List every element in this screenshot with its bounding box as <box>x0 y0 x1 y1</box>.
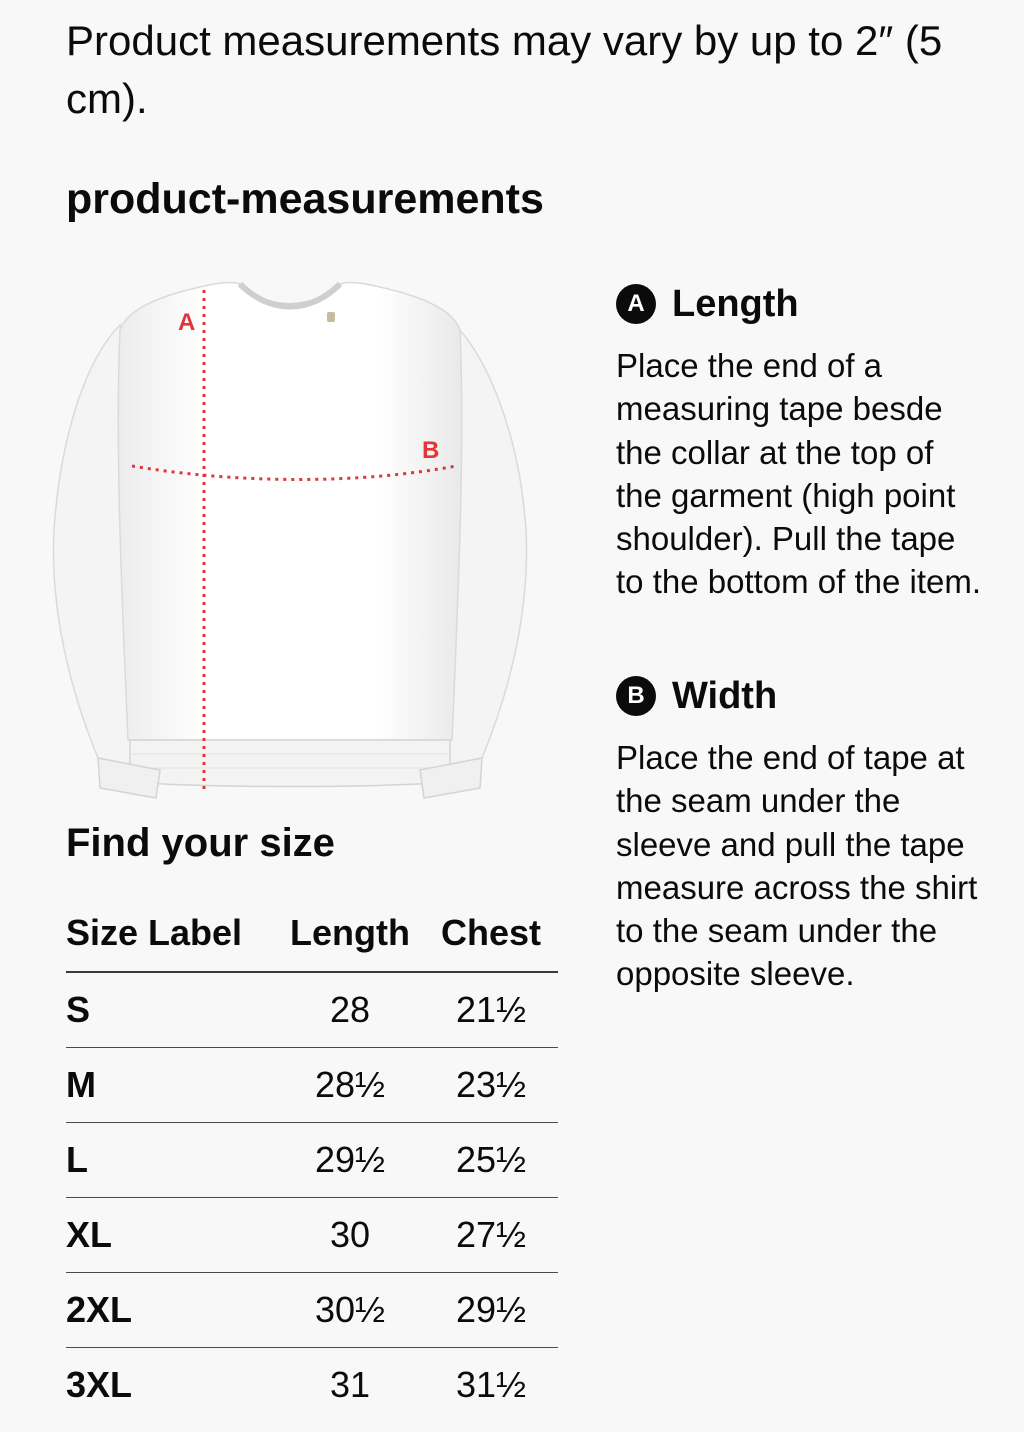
section-title: product-measurements <box>66 175 544 223</box>
sweater-body <box>118 282 461 740</box>
chest-cell: 21½ <box>424 972 558 1048</box>
table-row <box>66 1198 558 1273</box>
hem-band <box>130 740 450 787</box>
chest-cell: 25½ <box>424 1123 558 1198</box>
width-info <box>616 668 986 996</box>
size-cell: L <box>66 1123 276 1198</box>
size-cell: 3XL <box>66 1364 133 1405</box>
chest-cell: 23½ <box>424 1048 558 1123</box>
sweater-diagram <box>40 270 540 810</box>
intro-text: Product measurements may vary by up to 2″ (5 cm). <box>66 17 943 122</box>
badge-b-icon: B <box>616 676 656 716</box>
length-marker-label: A <box>178 309 196 336</box>
size-cell: 2XL <box>66 1273 276 1348</box>
length-heading <box>616 276 986 332</box>
length-title: Length <box>672 283 799 325</box>
header-length: Length <box>276 895 424 972</box>
length-cell: 30 <box>276 1198 424 1273</box>
table-row <box>66 972 558 1048</box>
length-cell: 28½ <box>276 1048 424 1123</box>
length-cell: 28 <box>276 972 424 1048</box>
length-cell: 29½ <box>276 1123 424 1198</box>
table-row <box>66 1048 558 1123</box>
badge-a-icon: A <box>616 284 656 324</box>
table-row <box>66 1123 558 1198</box>
sweatshirt-illustration <box>40 270 540 810</box>
length-info <box>616 276 986 604</box>
collar-tag <box>327 312 335 322</box>
chest-cell: 29½ <box>424 1273 558 1348</box>
chest-cell: 27½ <box>424 1198 558 1273</box>
size-cell: M <box>66 1048 276 1123</box>
table-header-row <box>66 895 558 972</box>
size-cell: S <box>66 972 276 1048</box>
chest-cell: 31½ <box>455 1364 527 1405</box>
size-cell: XL <box>66 1198 276 1273</box>
header-size-label: Size Label <box>66 895 276 972</box>
width-heading <box>616 668 986 724</box>
size-table <box>66 895 558 1422</box>
header-chest: Chest <box>424 895 558 972</box>
width-title: Width <box>672 675 778 717</box>
length-cell: 30½ <box>276 1273 424 1348</box>
table-row <box>66 1348 558 1423</box>
find-size-title: Find your size <box>66 821 335 865</box>
length-description: Place the end of a measuring tape besde the collar at the top of the garment (high point shoulder). Pull the tape to the bottom of the item. <box>616 347 982 601</box>
length-cell: 31 <box>329 1364 371 1405</box>
table-row <box>66 1273 558 1348</box>
width-description: Place the end of tape at the seam under the sleeve and pull the tape measure across the shirt to the seam under the opposite sleeve. <box>616 739 978 993</box>
width-marker-label: B <box>422 437 440 464</box>
